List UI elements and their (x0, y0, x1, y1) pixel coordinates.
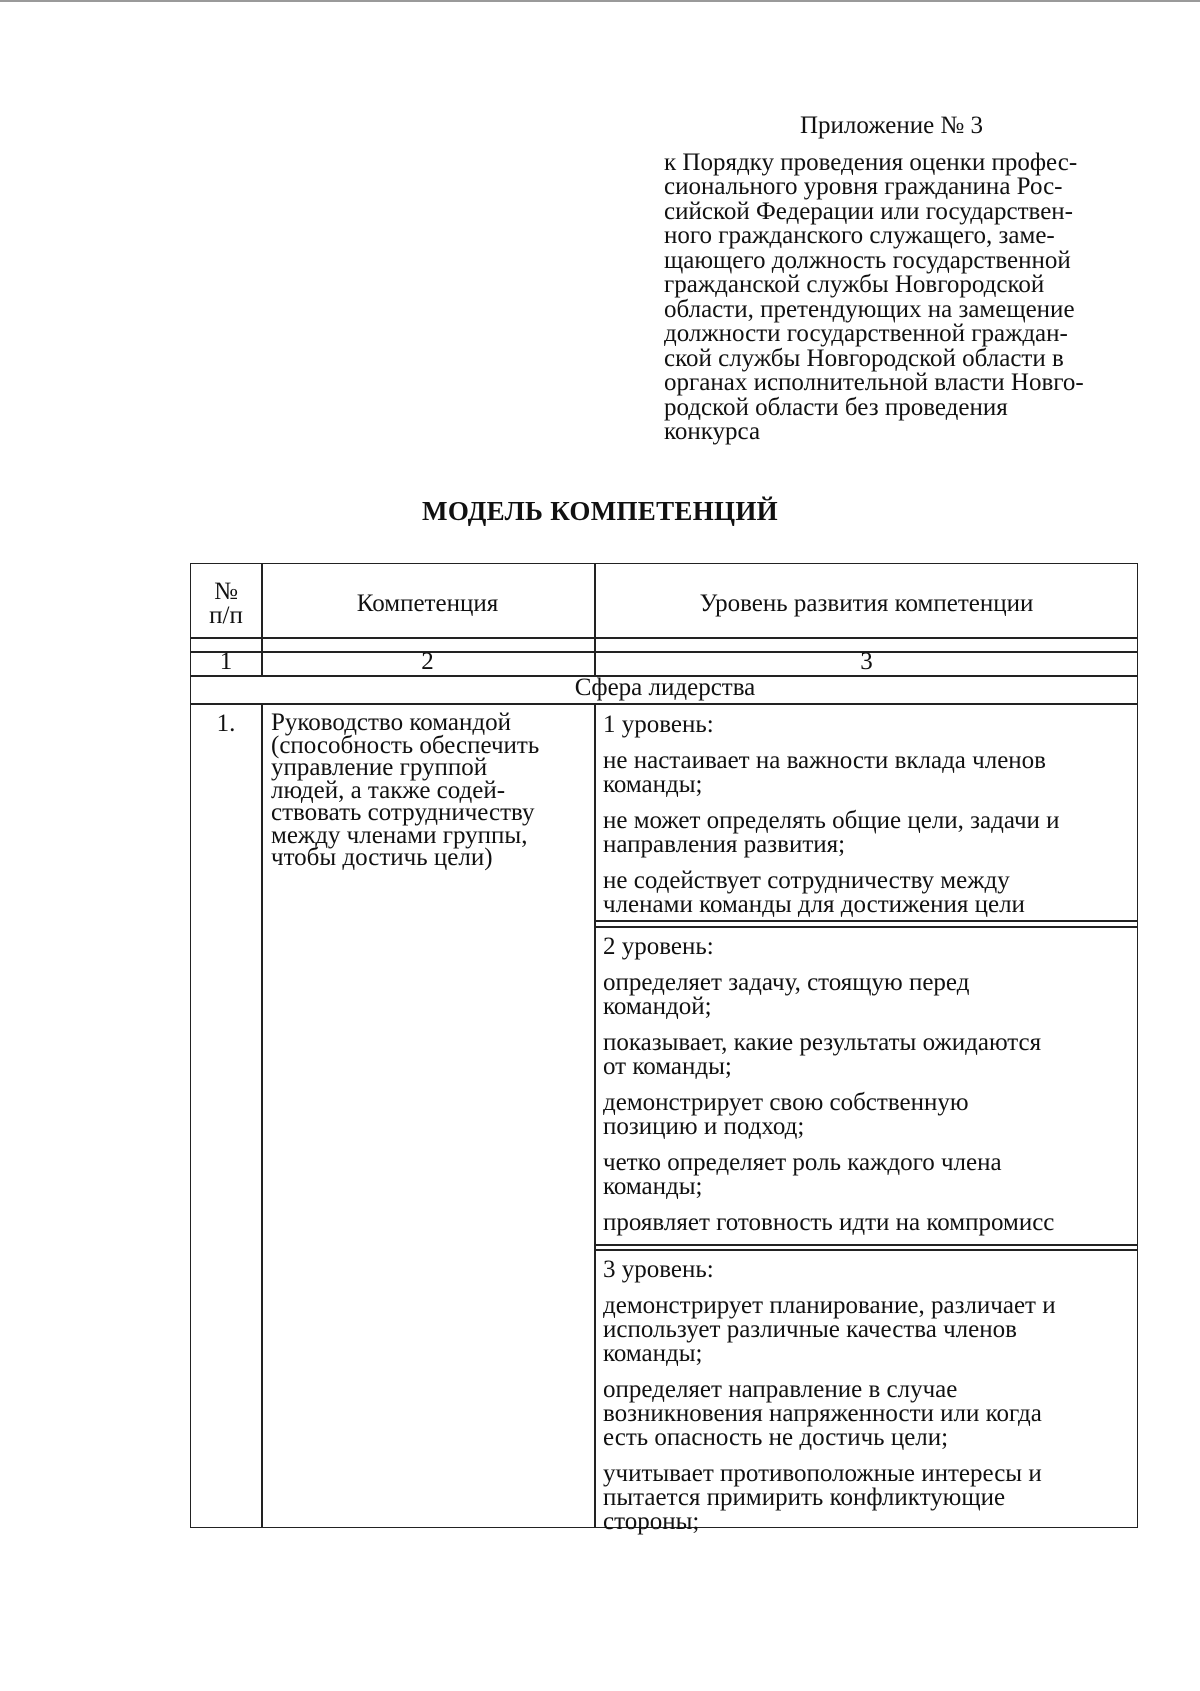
appendix-line: ного гражданского служащего, заме- (664, 222, 1055, 249)
page-top-edge (0, 0, 1200, 2)
level-item (603, 869, 1128, 917)
section-title: Сфера лидерства (574, 674, 756, 701)
level-item (603, 971, 1128, 1019)
level-item-line: командой; (603, 993, 712, 1020)
column-number: 2 (421, 648, 434, 675)
level-item-line: членами команды для достижения цели (603, 891, 1025, 918)
level-item-line: стороны; (603, 1508, 700, 1535)
level-item-line: команды; (603, 1340, 703, 1367)
level-item-line: не может определять общие цели, задачи и (603, 807, 1060, 834)
appendix-line: должности государственной граждан- (664, 320, 1068, 347)
level-item (603, 1151, 1128, 1199)
level-item-line: пытается примирить конфликтующие (603, 1484, 1006, 1511)
level-item-line: команды; (603, 771, 703, 798)
table-rule (594, 1244, 1137, 1246)
appendix-line: конкурса (664, 418, 761, 445)
level-item-line: от команды; (603, 1053, 732, 1080)
table-rule (191, 637, 1137, 639)
level-item-line: показывает, какие результаты ожидаются (603, 1029, 1042, 1056)
table-rule (594, 920, 1137, 922)
level-item (603, 809, 1128, 857)
appendix-line: к Порядку проведения оценки профес- (664, 148, 1078, 176)
level-2-block (603, 935, 1128, 1235)
competence-line: ствовать сотрудничеству (271, 799, 535, 826)
level-item-line: направления развития; (603, 831, 846, 858)
competence-line: людей, а также содей- (271, 776, 506, 804)
level-item (603, 1091, 1128, 1139)
level-item (603, 1211, 1128, 1235)
level-item-line: команды; (603, 1173, 703, 1200)
header-number-line: п/п (209, 602, 243, 629)
table-rule (191, 703, 1137, 705)
appendix-line: щающего должность государственной (664, 246, 1071, 274)
competence-line: Руководство командой (271, 709, 511, 736)
appendix-line: родской области без проведения (664, 393, 1008, 421)
level-item-line: есть опасность не достичь цели; (603, 1424, 949, 1451)
table-rule (261, 703, 263, 1527)
level-label: 3 уровень: (603, 1256, 714, 1283)
level-item-line: демонстрирует свою собственную (603, 1089, 969, 1116)
column-number: 1 (219, 648, 233, 675)
level-item-line: учитывает противоположные интересы и (603, 1460, 1042, 1487)
table-rule (594, 703, 596, 1527)
level-item-line: использует различные качества членов (603, 1316, 1017, 1343)
level-item-line: определяет задачу, стоящую перед (603, 969, 970, 996)
level-label: 1 уровень: (603, 711, 714, 738)
competence-line: (способность обеспечить (271, 731, 540, 759)
level-item (603, 749, 1128, 797)
appendix-note (664, 114, 1134, 445)
level-item-line: определяет направление в случае (603, 1376, 958, 1403)
column-number: 3 (860, 648, 873, 675)
document-title: МОДЕЛЬ КОМПЕТЕНЦИЙ (422, 496, 778, 526)
level-item-line: не настаивает на важности вклада членов (603, 747, 1046, 774)
level-item (603, 1031, 1128, 1079)
level-item-line: не содействует сотрудничеству между (603, 867, 1010, 894)
appendix-line: области, претендующих на замещение (664, 295, 1075, 323)
level-item-line: возникновения напряженности или когда (603, 1400, 1042, 1427)
level-1-block (603, 713, 1128, 917)
appendix-title: Приложение № 3 (800, 112, 984, 139)
level-item-line: позицию и подход; (603, 1113, 805, 1140)
table-rule (594, 926, 1137, 928)
level-item-line: демонстрирует планирование, различает и (603, 1292, 1056, 1319)
appendix-line: органах исполнительной власти Новго- (664, 369, 1084, 396)
row-number: 1. (216, 710, 236, 737)
appendix-text (664, 148, 1134, 445)
level-item-line: проявляет готовность идти на компромисс (603, 1209, 1055, 1236)
competence-description (271, 709, 589, 871)
header-number (191, 580, 261, 628)
appendix-line: гражданской службы Новгородской (664, 271, 1045, 298)
competence-line: чтобы достичь цели) (271, 844, 493, 871)
appendix-line: сийской Федерации или государствен- (664, 197, 1073, 225)
level-label: 2 уровень: (603, 933, 714, 960)
level-item (603, 1378, 1128, 1450)
appendix-line: ской службы Новгородской области в (664, 344, 1064, 372)
level-item (603, 1294, 1128, 1366)
level-item-line: четко определяет роль каждого члена (603, 1149, 1002, 1176)
header-competence: Компетенция (356, 590, 499, 617)
table-rule (594, 1249, 1137, 1251)
appendix-line: сионального уровня гражданина Рос- (664, 173, 1063, 200)
level-3-block (603, 1258, 1128, 1534)
competence-line: между членами группы, (271, 821, 528, 849)
level-item (603, 1462, 1128, 1534)
competence-line: управление группой (271, 754, 488, 781)
header-level: Уровень развития компетенции (699, 590, 1034, 617)
header-number-line: № (214, 578, 238, 605)
